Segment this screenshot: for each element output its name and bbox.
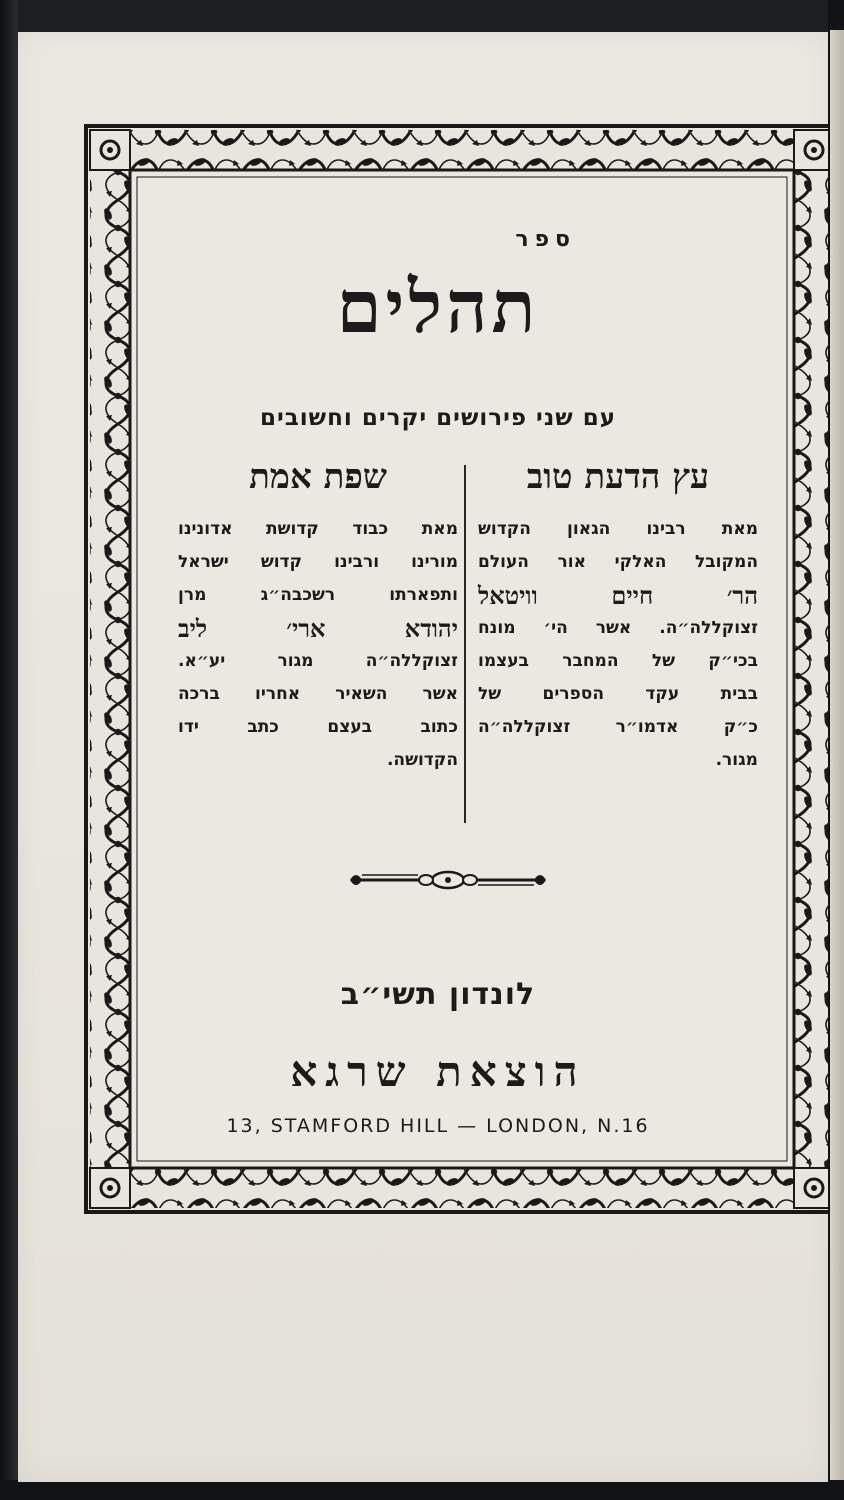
right-column-heading: עץ הדעת טוב: [526, 457, 710, 497]
right-column-line: זצוקללה״ה. אשר הי׳ מונח: [478, 618, 758, 638]
right-column: [478, 457, 758, 777]
main-title: תהלים: [336, 264, 540, 349]
left-column-line: זצוקללה״ה מגור יע״א.: [178, 651, 458, 671]
right-column-line: המקובל האלקי אור העולם: [478, 552, 758, 572]
right-column-line: מגור.: [715, 750, 758, 770]
backdrop-right: [828, 0, 844, 1500]
publisher: הוצאת שרגא: [290, 1047, 586, 1096]
ornament-divider-icon: [348, 867, 548, 893]
left-column-line: ותפארתו רשכבה״ג מרן: [178, 585, 458, 605]
next-page-edge: [830, 30, 844, 1500]
right-column-line: מאת רבינו הגאון הקדוש: [478, 519, 758, 539]
left-column-line: יהודא ארי׳ ליב: [178, 614, 458, 643]
city-year: לונדון תשי״ב: [340, 977, 536, 1012]
right-column-line: בכי״ק של המחבר בעצמו: [478, 651, 758, 671]
right-column-line: כ״ק אדמו״ר זצוקללה״ה: [478, 717, 758, 737]
left-column-line: מאת כבוד קדושת אדונינו: [178, 519, 458, 539]
left-column-heading: שפת אמת: [249, 457, 387, 497]
title-page-content: [158, 187, 758, 1187]
left-column-line: מורינו ורבינו קדוש ישראל: [178, 552, 458, 572]
sefer-label: ספר: [515, 227, 576, 252]
left-column: [178, 457, 458, 777]
publisher-address: 13, STAMFORD HILL — LONDON, N.16: [226, 1115, 650, 1137]
right-column-line: הר׳ חיים וויטאל: [478, 581, 758, 610]
backdrop-left: [0, 0, 18, 1500]
left-column-line: הקדושה.: [386, 750, 458, 770]
book-page: [18, 32, 828, 1482]
subtitle: עם שני פירושים יקרים וחשובים: [259, 405, 617, 431]
column-divider: [464, 465, 466, 823]
backdrop-bottom: [0, 1480, 844, 1500]
right-column-line: בבית עקד הספרים של: [478, 684, 758, 704]
left-column-line: אשר השאיר אחריו ברכה: [178, 684, 458, 704]
left-column-line: כתוב בעצם כתב ידו: [178, 717, 458, 737]
